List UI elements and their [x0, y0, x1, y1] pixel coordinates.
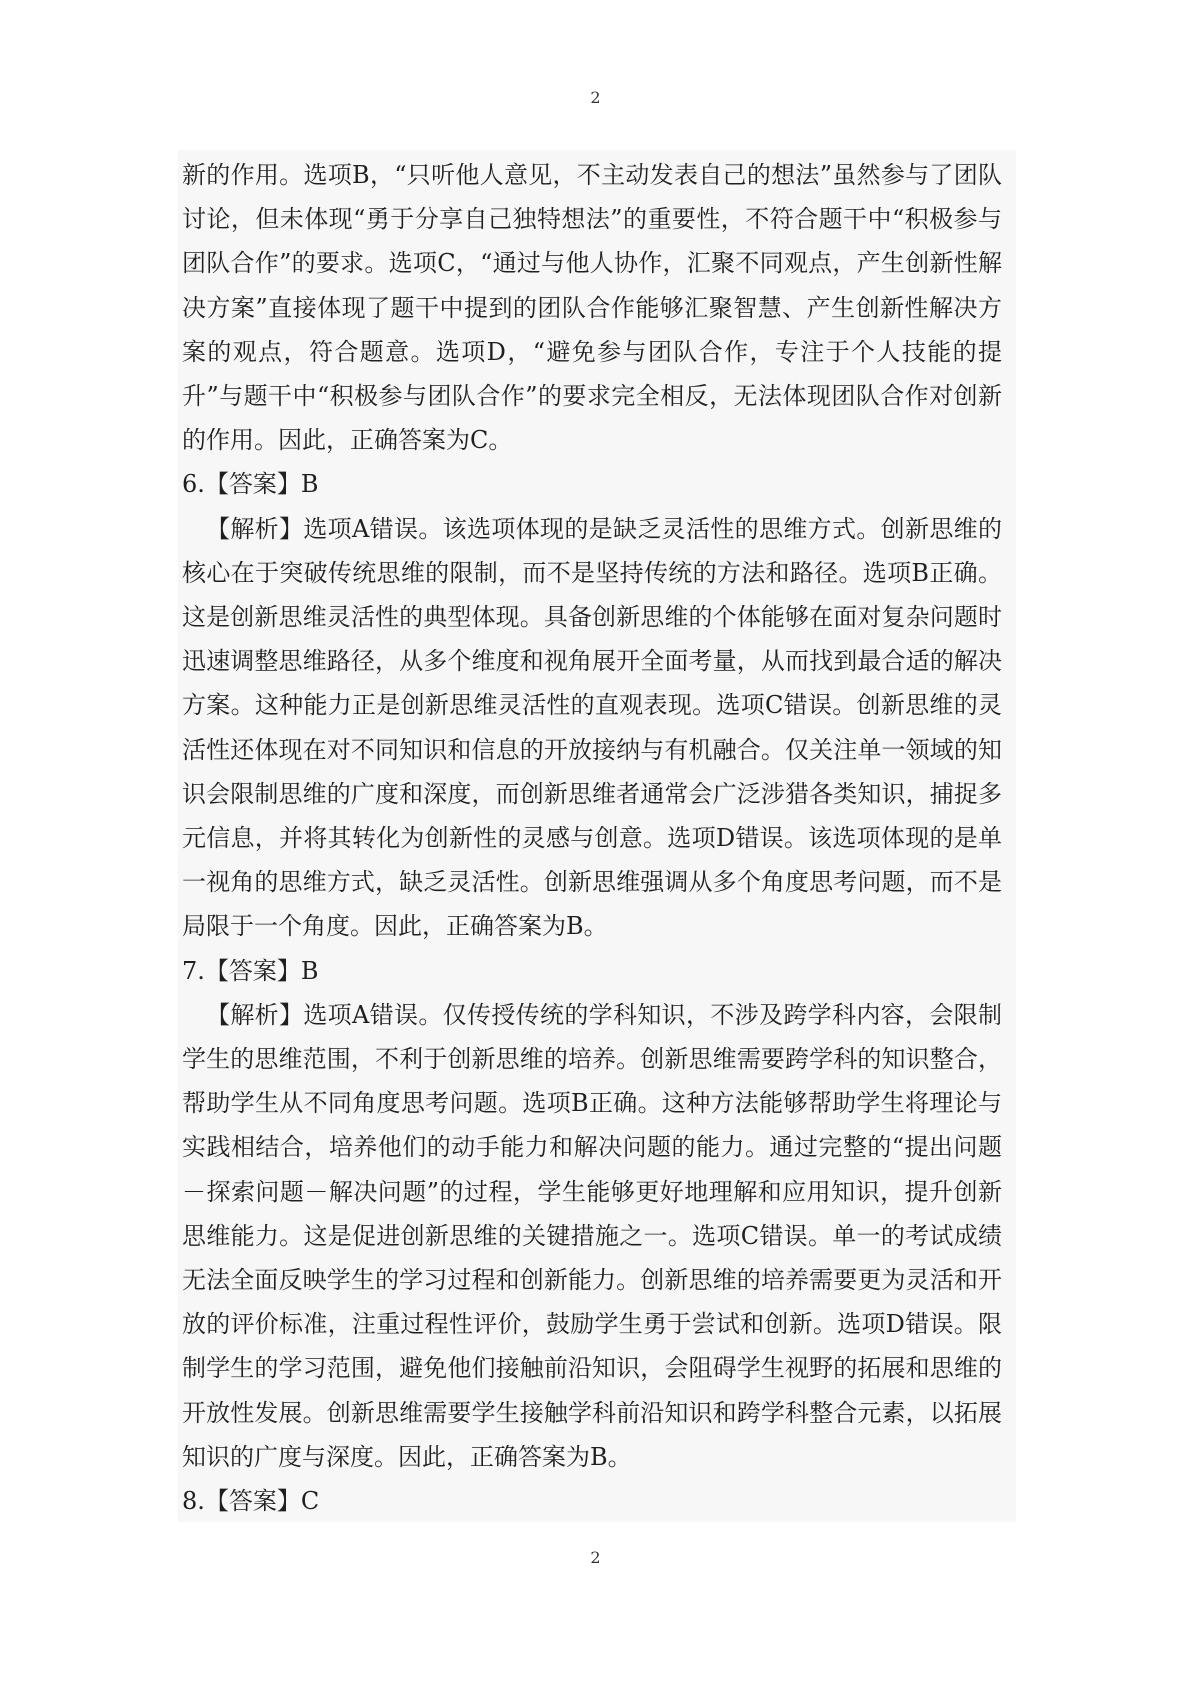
explanation-continued: 新的作用。选项B，“只听他人意见，不主动发表自己的想法”虽然参与了团队讨论，但未体现“勇于分享自己独特想法”的重要性，不符合题干中“积极参与团队合作”的要求。选项C，“通过与他人协作，汇聚不同观点，产生创新性解决方案”直接体现了题干中提到的团队合作能够汇聚智慧、产生创新性解决方案的观点，符合题意。选项D，“避免参与团队合作，专注于个人技能的提升”与题干中“积极参与团队合作”的要求完全相反，无法体现团队合作对创新的作用。因此，正确答案为C。	[182, 161, 1002, 455]
page-number-top: 2	[590, 88, 601, 107]
explanation-7: 【解析】选项A错误。仅传授传统的学科知识，不涉及跨学科内容，会限制学生的思维范围，不利于创新思维的培养。创新思维需要跨学科的知识整合，帮助学生从不同角度思考问题。选项B正确。这种方法能够帮助学生将理论与实践相结合，培养他们的动手能力和解决问题的能力。通过完整的“提出问题－探索问题－解决问题”的过程，学生能够更好地理解和应用知识，提升创新思维能力。这是促进创新思维的关键措施之一。选项C错误。单一的考试成绩无法全面反映学生的学习过程和创新能力。创新思维的培养需要更为灵活和开放的评价标准，注重过程性评价，鼓励学生勇于尝试和创新。选项D错误。限制学生的学习范围，避免他们接触前沿知识，会阻碍学生视野的拓展和思维的开放性发展。创新思维需要学生接触学科前沿知识和跨学科整合元素，以拓展知识的广度与深度。因此，正确答案为B。	[182, 1000, 1002, 1471]
answer-6: 6.【答案】B	[182, 470, 319, 499]
answer-8: 8.【答案】C	[182, 1487, 320, 1516]
page-number-bottom: 2	[590, 1548, 601, 1567]
document-body	[182, 153, 1002, 1523]
answer-7: 7.【答案】B	[182, 956, 319, 985]
explanation-6: 【解析】选项A错误。该选项体现的是缺乏灵活性的思维方式。创新思维的核心在于突破传统思维的限制，而不是坚持传统的方法和路径。选项B正确。这是创新思维灵活性的典型体现。具备创新思维的个体能够在面对复杂问题时迅速调整思维路径，从多个维度和视角展开全面考量，从而找到最合适的解决方案。这种能力正是创新思维灵活性的直观表现。选项C错误。创新思维的灵活性还体现在对不同知识和信息的开放接纳与有机融合。仅关注单一领域的知识会限制思维的广度和深度，而创新思维者通常会广泛涉猎各类知识，捕捉多元信息，并将其转化为创新性的灵感与创意。选项D错误。该选项体现的是单一视角的思维方式，缺乏灵活性。创新思维强调从多个角度思考问题，而不是局限于一个角度。因此，正确答案为B。	[182, 514, 1002, 941]
